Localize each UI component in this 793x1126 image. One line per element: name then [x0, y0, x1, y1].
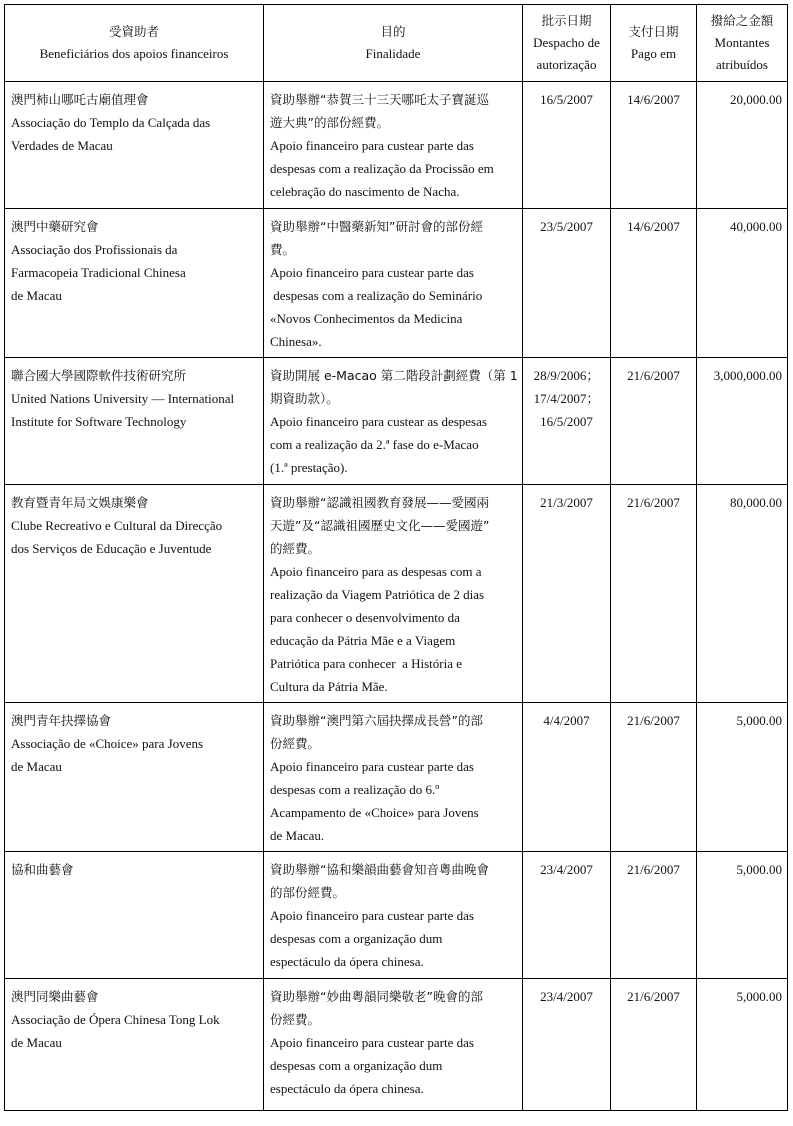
beneficiary-line: 澳門同樂曲藝會	[11, 989, 99, 1004]
purpose-cell	[264, 485, 523, 703]
amount-value: 5,000.00	[736, 713, 782, 728]
beneficiary-cell	[5, 82, 264, 209]
beneficiary-cell	[5, 852, 264, 979]
approval-date-cell	[523, 209, 611, 358]
beneficiary-cell	[5, 209, 264, 358]
approval-date-cell	[523, 852, 611, 979]
purpose-line: espectáculo da ópera chinesa.	[270, 954, 424, 969]
header-payment-date	[611, 5, 697, 82]
table-row	[5, 852, 788, 979]
purpose-line: Apoio financeiro para custear parte das	[270, 908, 474, 923]
beneficiary-line: United Nations University — International	[11, 391, 235, 406]
table-header-row	[5, 5, 788, 82]
table-body	[5, 82, 788, 1111]
purpose-cell	[264, 979, 523, 1111]
approval-date: 23/5/2007	[540, 219, 593, 234]
table-row	[5, 358, 788, 485]
header-amount	[697, 5, 788, 82]
header-purpose-pt: Finalidade	[365, 46, 421, 61]
document-page	[4, 4, 788, 1111]
payment-date: 21/6/2007	[627, 368, 680, 383]
approval-date: 23/4/2007	[540, 989, 593, 1004]
amount-cell	[697, 358, 788, 485]
beneficiary-line: de Macau	[11, 1035, 62, 1050]
purpose-line: Acampamento de «Choice» para Jovens	[270, 805, 479, 820]
purpose-line: Apoio financeiro para custear parte das	[270, 265, 474, 280]
payment-date: 21/6/2007	[627, 989, 680, 1004]
purpose-line: com a realização da 2.ª fase do e-Macao	[270, 437, 479, 452]
purpose-line: 份經費。	[270, 1012, 321, 1027]
beneficiary-line: 聯合國大學國際軟件技術研究所	[11, 368, 187, 383]
subsidy-table	[4, 4, 788, 1111]
amount-value: 3,000,000.00	[713, 368, 782, 383]
purpose-line: despesas com a realização do Seminário	[270, 288, 483, 303]
header-amount-pt-1: Montantes	[714, 35, 770, 50]
payment-date-cell	[611, 82, 697, 209]
header-beneficiary-zh: 受資助者	[108, 24, 159, 39]
beneficiary-line: 澳門青年抉擇協會	[11, 713, 112, 728]
beneficiary-cell	[5, 703, 264, 852]
amount-cell	[697, 209, 788, 358]
approval-date: 16/5/2007	[540, 414, 593, 429]
beneficiary-line: 協和曲藝會	[11, 862, 74, 877]
beneficiary-cell	[5, 358, 264, 485]
table-row	[5, 485, 788, 703]
header-payment-pt: Pago em	[630, 46, 677, 61]
approval-date: 16/5/2007	[540, 92, 593, 107]
amount-value: 20,000.00	[730, 92, 782, 107]
approval-date-cell	[523, 703, 611, 852]
approval-date: 17/4/2007；	[533, 391, 600, 406]
payment-date: 21/6/2007	[627, 713, 680, 728]
purpose-line: Cultura da Pátria Mãe.	[270, 679, 388, 694]
payment-date: 21/6/2007	[627, 862, 680, 877]
purpose-line: de Macau.	[270, 828, 325, 843]
purpose-cell	[264, 852, 523, 979]
header-purpose	[264, 5, 523, 82]
purpose-cell	[264, 703, 523, 852]
payment-date-cell	[611, 485, 697, 703]
amount-cell	[697, 485, 788, 703]
purpose-line: 的經費。	[270, 541, 321, 556]
beneficiary-cell	[5, 979, 264, 1111]
header-amount-pt-2: atribuídos	[716, 57, 768, 72]
purpose-line: Apoio financeiro para custear parte das	[270, 138, 474, 153]
purpose-line: educação da Pátria Mãe e a Viagem	[270, 633, 456, 648]
purpose-line: 的部份經費。	[270, 885, 346, 900]
header-beneficiary-pt: Beneficiários dos apoios financeiros	[39, 46, 229, 61]
beneficiary-line: 澳門中藥研究會	[11, 219, 99, 234]
purpose-line: espectáculo da ópera chinesa.	[270, 1081, 424, 1096]
payment-date-cell	[611, 209, 697, 358]
purpose-line: Apoio financeiro para custear parte das	[270, 1035, 474, 1050]
header-amount-zh: 撥給之金額	[710, 13, 774, 28]
approval-date: 21/3/2007	[540, 495, 593, 510]
purpose-line: despesas com a organização dum	[270, 1058, 443, 1073]
beneficiary-line: Associação dos Profissionais da	[11, 242, 178, 257]
payment-date: 21/6/2007	[627, 495, 680, 510]
header-beneficiary	[5, 5, 264, 82]
purpose-line: 費。	[270, 242, 296, 257]
purpose-cell	[264, 209, 523, 358]
beneficiary-line: Institute for Software Technology	[11, 414, 187, 429]
amount-cell	[697, 852, 788, 979]
table-row	[5, 703, 788, 852]
payment-date-cell	[611, 358, 697, 485]
payment-date: 14/6/2007	[627, 219, 680, 234]
purpose-line: 資助舉辦“中醫藥新知”研討會的部份經	[270, 219, 483, 234]
purpose-line: Apoio financeiro para as despesas com a	[270, 564, 482, 579]
table-row	[5, 979, 788, 1111]
payment-date-cell	[611, 703, 697, 852]
purpose-line: Chinesa».	[270, 334, 322, 349]
purpose-line: 資助開展 e-Macao 第二階段計劃經費（第 1	[270, 368, 518, 383]
purpose-line: (1.ª prestação).	[270, 460, 348, 475]
purpose-line: celebração do nascimento de Nacha.	[270, 184, 460, 199]
approval-date: 23/4/2007	[540, 862, 593, 877]
approval-date: 4/4/2007	[543, 713, 590, 728]
payment-date-cell	[611, 979, 697, 1111]
purpose-line: 資助舉辦“恭賀三十三天哪吒太子寶誕巡	[270, 92, 489, 107]
approval-date-cell	[523, 485, 611, 703]
purpose-line: 期資助款）。	[270, 391, 339, 406]
purpose-line: 資助舉辦“協和樂韻曲藝會知音粵曲晚會	[270, 862, 489, 877]
header-approval-pt-2: autorização	[536, 57, 597, 72]
beneficiary-line: 教育暨青年局文娛康樂會	[11, 495, 149, 510]
approval-date-cell	[523, 358, 611, 485]
purpose-line: 資助舉辦“澳門第六屆抉擇成長營”的部	[270, 713, 483, 728]
beneficiary-line: Clube Recreativo e Cultural da Direcção	[11, 518, 223, 533]
amount-value: 5,000.00	[736, 862, 782, 877]
beneficiary-line: Associação de «Choice» para Jovens	[11, 736, 204, 751]
table-row	[5, 82, 788, 209]
approval-date: 28/9/2006；	[533, 368, 600, 383]
header-approval-date	[523, 5, 611, 82]
purpose-line: 份經費。	[270, 736, 321, 751]
beneficiary-line: de Macau	[11, 759, 62, 774]
header-payment-zh: 支付日期	[628, 24, 679, 39]
amount-cell	[697, 979, 788, 1111]
purpose-line: 資助舉辦“妙曲粵韻同樂敬老”晚會的部	[270, 989, 483, 1004]
purpose-cell	[264, 358, 523, 485]
beneficiary-cell	[5, 485, 264, 703]
approval-date-cell	[523, 979, 611, 1111]
header-approval-pt-1: Despacho de	[533, 35, 600, 50]
amount-cell	[697, 82, 788, 209]
purpose-line: realização da Viagem Patriótica de 2 dias	[270, 587, 485, 602]
purpose-line: 資助舉辦“認識祖國教育發展——愛國兩	[270, 495, 489, 510]
purpose-cell	[264, 82, 523, 209]
purpose-line: Apoio financeiro para custear as despesas	[270, 414, 487, 429]
approval-date-cell	[523, 82, 611, 209]
table-row	[5, 209, 788, 358]
amount-cell	[697, 703, 788, 852]
header-approval-zh: 批示日期	[541, 13, 592, 28]
beneficiary-line: Farmacopeia Tradicional Chinesa	[11, 265, 186, 280]
amount-value: 40,000.00	[730, 219, 782, 234]
purpose-line: despesas com a realização do 6.º	[270, 782, 440, 797]
purpose-line: para conhecer o desenvolvimento da	[270, 610, 460, 625]
beneficiary-line: dos Serviços de Educação e Juventude	[11, 541, 212, 556]
purpose-line: 遊大典”的部份經費。	[270, 115, 389, 130]
purpose-line: «Novos Conhecimentos da Medicina	[270, 311, 463, 326]
purpose-line: Apoio financeiro para custear parte das	[270, 759, 474, 774]
purpose-line: 天遊”及“認識祖國歷史文化——愛國遊”	[270, 518, 490, 533]
amount-value: 5,000.00	[736, 989, 782, 1004]
beneficiary-line: Associação de Ópera Chinesa Tong Lok	[11, 1012, 220, 1027]
beneficiary-line: 澳門柿山哪吒古廟值理會	[11, 92, 149, 107]
amount-value: 80,000.00	[730, 495, 782, 510]
beneficiary-line: Verdades de Macau	[11, 138, 113, 153]
purpose-line: despesas com a realização da Procissão em	[270, 161, 494, 176]
beneficiary-line: de Macau	[11, 288, 62, 303]
purpose-line: Patriótica para conhecer a História e	[270, 656, 463, 671]
purpose-line: despesas com a organização dum	[270, 931, 443, 946]
header-purpose-zh: 目的	[380, 24, 406, 39]
beneficiary-line: Associação do Templo da Calçada das	[11, 115, 211, 130]
payment-date-cell	[611, 852, 697, 979]
payment-date: 14/6/2007	[627, 92, 680, 107]
